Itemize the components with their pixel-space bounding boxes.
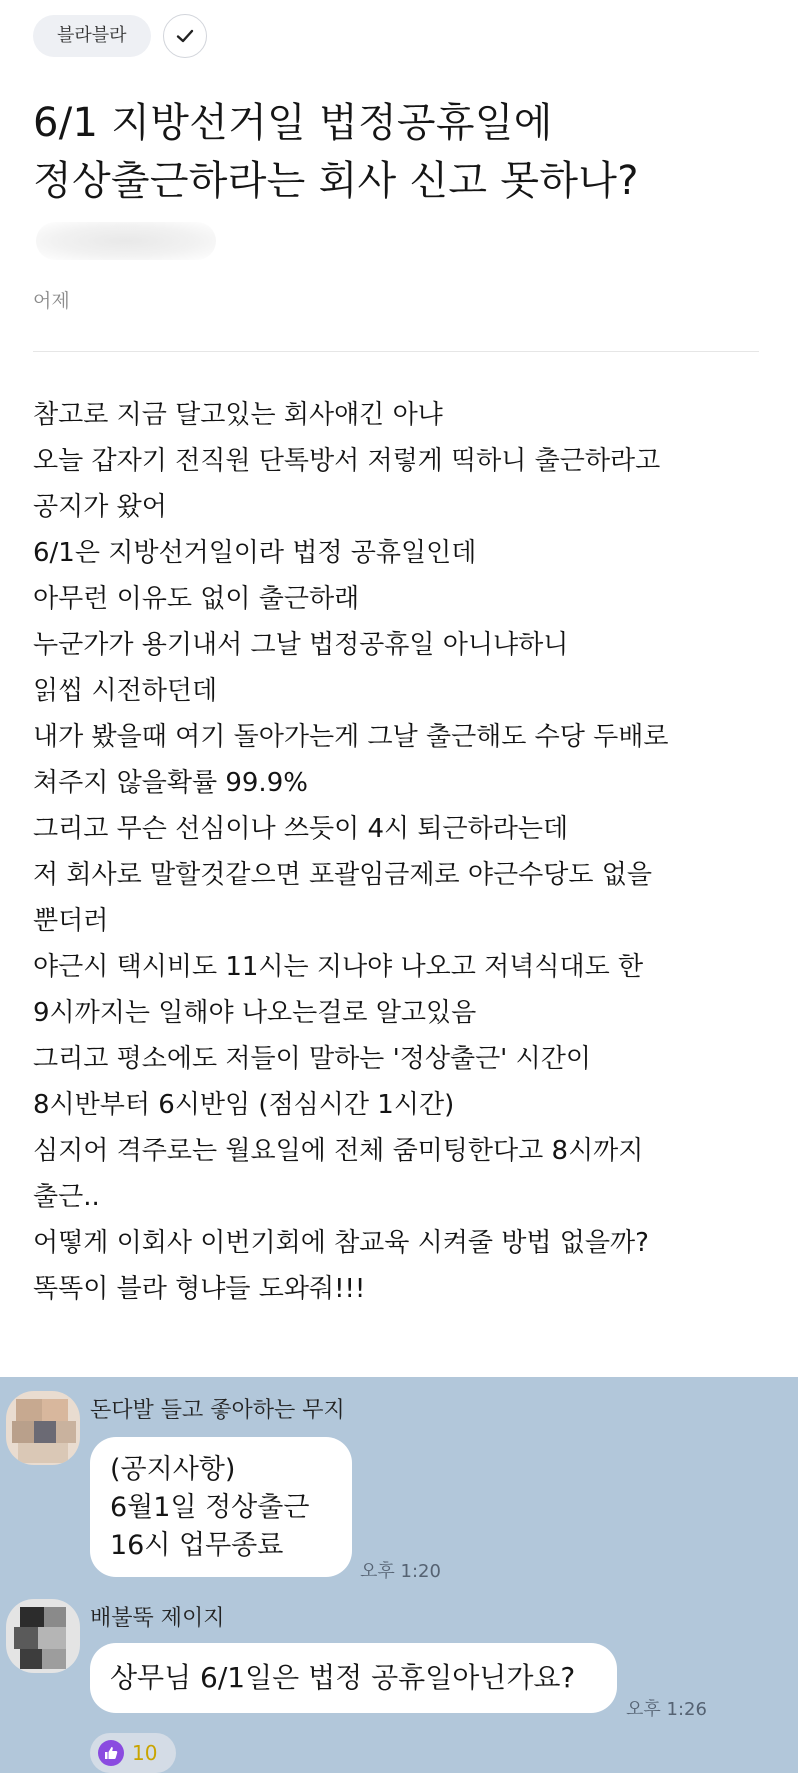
divider xyxy=(33,351,759,352)
body-line: 그리고 무슨 선심이나 쓰듯이 4시 퇴근하라는데 xyxy=(33,814,569,844)
message-bubble: 상무님 6/1일은 법정 공휴일아닌가요? xyxy=(90,1643,617,1713)
reaction-badge[interactable] xyxy=(90,1733,176,1773)
body-line: 똑똑이 블라 형냐들 도와줘!!! xyxy=(33,1274,366,1304)
message-sender: 돈다발 들고 좋아하는 무지 xyxy=(90,1398,345,1423)
message-bubble xyxy=(90,1437,352,1577)
body-line: 뿐더러 xyxy=(33,906,109,936)
board-tag[interactable]: 블라블라 xyxy=(33,15,151,57)
post-body xyxy=(33,392,773,1312)
body-line: 출근.. xyxy=(33,1182,100,1212)
title-line-1: 6/1 지방선거일 법정공휴일에 xyxy=(33,100,553,146)
body-line: 저 회사로 말할것같으면 포괄임금제로 야근수당도 없을 xyxy=(33,860,652,890)
body-line: 9시까지는 일해야 나오는걸로 알고있음 xyxy=(33,998,477,1028)
body-line: 아무런 이유도 없이 출근하래 xyxy=(33,584,360,614)
body-line: 그리고 평소에도 저들이 말하는 '정상출근' 시간이 xyxy=(33,1044,591,1074)
body-line: 쳐주지 않을확률 99.9% xyxy=(33,768,308,798)
post-title xyxy=(33,94,763,210)
body-line: 누군가가 용기내서 그날 법정공휴일 아니냐하니 xyxy=(33,630,569,660)
thumbs-up-icon xyxy=(98,1740,124,1766)
message-time: 오후 1:20 xyxy=(360,1561,441,1582)
body-line: 심지어 격주로는 월요일에 전체 줌미팅한다고 8시까지 xyxy=(33,1136,644,1166)
body-line: 공지가 왔어 xyxy=(33,492,167,522)
body-line: 참고로 지금 달고있는 회사얘긴 아냐 xyxy=(33,400,443,430)
post-meta-row xyxy=(33,14,207,58)
reaction-count: 10 xyxy=(132,1741,158,1765)
body-line: 오늘 갑자기 전직원 단톡방서 저렇게 띡하니 출근하라고 xyxy=(33,446,661,476)
avatar-blurred xyxy=(6,1391,80,1465)
body-line: 읽씹 시전하던데 xyxy=(33,676,218,706)
body-line: 어떻게 이회사 이번기회에 참교육 시켜줄 방법 없을까? xyxy=(33,1228,649,1258)
message-line: 6월1일 정상출근 xyxy=(110,1492,310,1523)
body-line: 야근시 택시비도 11시는 지나야 나오고 저녁식대도 한 xyxy=(33,952,644,982)
check-icon[interactable] xyxy=(163,14,207,58)
post-date: 어제 xyxy=(33,290,70,312)
title-line-2: 정상출근하라는 회사 신고 못하나? xyxy=(33,158,639,204)
message-line: 16시 업무종료 xyxy=(110,1530,284,1561)
body-line: 6/1은 지방선거일이라 법정 공휴일인데 xyxy=(33,538,477,568)
body-line: 내가 봤을때 여기 돌아가는게 그날 출근해도 수당 두배로 xyxy=(33,722,669,752)
body-line: 8시반부터 6시반임 (점심시간 1시간) xyxy=(33,1090,455,1120)
avatar-blurred xyxy=(6,1599,80,1673)
message-sender: 배불뚝 제이지 xyxy=(90,1606,225,1631)
message-time: 오후 1:26 xyxy=(626,1699,707,1720)
message-line: (공지사항) xyxy=(110,1454,236,1485)
chat-screenshot xyxy=(0,1377,800,1773)
blurred-author xyxy=(36,222,216,260)
